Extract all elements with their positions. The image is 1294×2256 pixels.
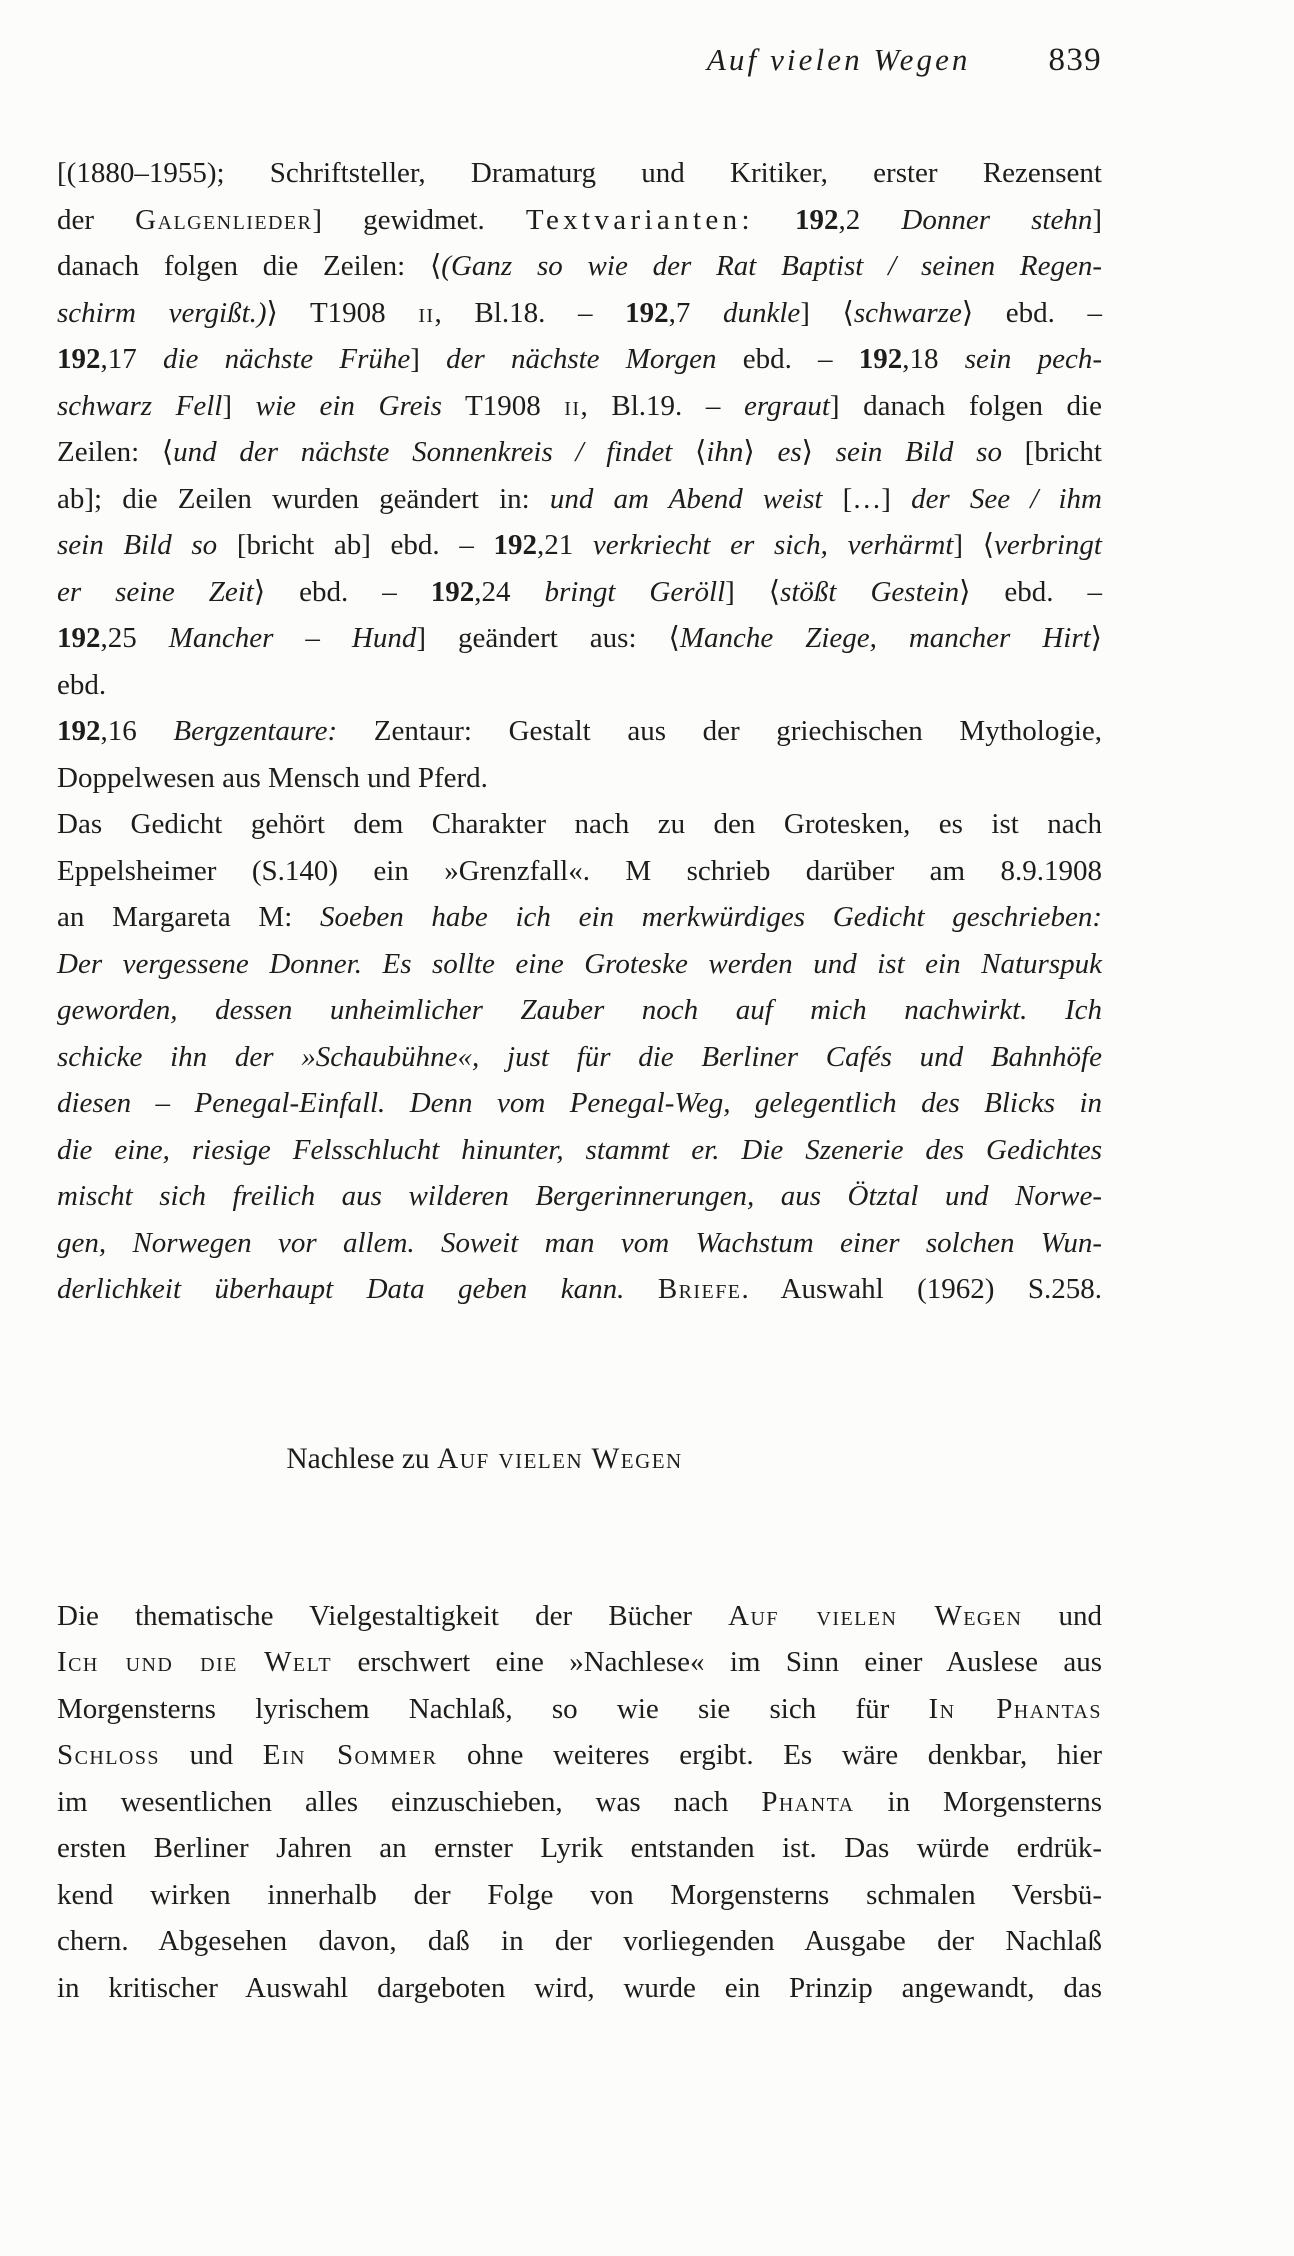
text-run: Der vergessene Donner. Es sollte eine Groteske werden und ist ein Naturspuk bbox=[57, 947, 1102, 980]
text-run: , Bl.18. – bbox=[434, 296, 626, 329]
text-run: Nachlese zu bbox=[286, 1442, 438, 1475]
text-line bbox=[57, 197, 1102, 244]
text-run: 192 bbox=[858, 343, 903, 375]
text-run: im wesentlichen alles einzuschieben, was nach bbox=[57, 1785, 762, 1818]
text-run: ] ⟨ bbox=[800, 296, 854, 329]
text-run: wie ein Greis bbox=[255, 389, 442, 422]
text-run: ebd. – bbox=[716, 343, 859, 375]
text-line bbox=[57, 1825, 1102, 1872]
text-run: . Auswahl (1962) S.258. bbox=[741, 1273, 1102, 1305]
text-run: dunkle bbox=[722, 296, 801, 329]
text-run: ebd. bbox=[57, 668, 107, 701]
text-run: ⟩ ebd. – bbox=[253, 575, 431, 608]
text-run: Morgensterns lyrischem Nachlaß, so wie sie sich für bbox=[57, 1692, 929, 1725]
running-head-title: Auf vielen Wegen bbox=[706, 42, 971, 77]
text-run: (Ganz so wie der Rat Baptist / seinen Regen- bbox=[441, 250, 1102, 282]
text-run: 192 bbox=[57, 715, 101, 747]
text-run: ab]; die Zeilen wurden geändert in: bbox=[57, 482, 550, 515]
text-run: der See / ihm bbox=[911, 482, 1102, 515]
paragraph bbox=[57, 708, 1102, 801]
text-run: danach folgen die Zeilen: ⟨ bbox=[57, 250, 442, 282]
text-line bbox=[57, 243, 1102, 290]
text-line bbox=[57, 522, 1102, 569]
text-run: Ein Sommer bbox=[262, 1739, 438, 1771]
text-run: derlichkeit überhaupt Data geben kann. bbox=[57, 1273, 625, 1305]
text-line bbox=[57, 429, 1102, 476]
text-run: 192 bbox=[57, 622, 101, 654]
text-run: Bergzentaure: bbox=[173, 715, 338, 747]
text-run: ,24 bbox=[474, 575, 545, 608]
text-run: sein Bild so bbox=[835, 436, 1002, 468]
text-run: die eine, riesige Felsschlucht hinunter, stammt er. Die Szenerie des Gedichtes bbox=[57, 1133, 1102, 1166]
text-run: ] gewidmet. bbox=[312, 203, 526, 236]
text-run: mischt sich freilich aus wilderen Bergerinnerungen, aus Ötztal und Norwe- bbox=[57, 1180, 1102, 1212]
text-run: schirm vergißt.) bbox=[57, 296, 267, 329]
text-run: stößt Gestein bbox=[780, 575, 960, 608]
text-run: , Bl.19. – bbox=[580, 389, 744, 422]
text-line bbox=[57, 1127, 1102, 1174]
text-run: verbringt bbox=[994, 529, 1102, 561]
text-run: ii bbox=[418, 296, 435, 329]
text-run: [bricht ab] ebd. – bbox=[217, 529, 494, 561]
text-run: ,25 bbox=[100, 622, 169, 654]
text-line bbox=[57, 848, 1102, 895]
text-run: 192 bbox=[493, 529, 537, 561]
text-run: und bbox=[159, 1739, 263, 1771]
paragraph bbox=[57, 1593, 1102, 2012]
text-run: schicke ihn der »Schaubühne«, just für die Berliner Cafés und Bahnhöfe bbox=[57, 1040, 1102, 1073]
text-run bbox=[624, 1273, 657, 1305]
text-run: 192 bbox=[625, 296, 669, 329]
text-run: ⟩ ebd. – bbox=[959, 575, 1102, 608]
text-run: ersten Berliner Jahren an ernster Lyrik entstanden ist. Das würde erdrük- bbox=[57, 1832, 1102, 1864]
text-line bbox=[57, 1872, 1102, 1919]
text-run: [bricht bbox=[1001, 436, 1102, 468]
text-line bbox=[57, 336, 1102, 383]
text-run: der nächste Morgen bbox=[446, 343, 717, 375]
text-run: ergraut bbox=[743, 389, 830, 422]
text-line bbox=[57, 662, 1102, 709]
paragraph bbox=[57, 801, 1102, 1313]
text-run: Briefe bbox=[657, 1273, 742, 1305]
text-run: er seine Zeit bbox=[57, 575, 254, 608]
text-run: der bbox=[57, 203, 136, 236]
text-run: ] bbox=[222, 389, 256, 422]
text-line bbox=[57, 1080, 1102, 1127]
text-run: […] bbox=[822, 482, 912, 515]
text-run: ii bbox=[564, 389, 581, 422]
text-run: verkriecht er sich, verhärmt bbox=[592, 529, 954, 561]
text-line bbox=[57, 1965, 1102, 2012]
text-line bbox=[57, 1686, 1102, 1733]
text-run: geworden, dessen unheimlicher Zauber noch auf mich nachwirkt. Ich bbox=[57, 994, 1102, 1026]
text-line bbox=[57, 1173, 1102, 1220]
text-run: ,2 bbox=[838, 203, 902, 236]
text-run: ohne weiteres ergibt. Es wäre denkbar, hier bbox=[437, 1739, 1102, 1771]
text-line bbox=[57, 1918, 1102, 1965]
text-run: ,7 bbox=[668, 296, 723, 329]
text-line bbox=[57, 290, 1102, 337]
text-run: in Morgensterns bbox=[854, 1785, 1102, 1818]
text-run: in kritischer Auswahl dargeboten wird, wurde ein Prinzip angewandt, das bbox=[57, 1971, 1102, 2004]
paragraph bbox=[57, 150, 1102, 708]
text-line bbox=[57, 1732, 1102, 1779]
text-run: Donner stehn bbox=[901, 203, 1093, 236]
text-run: und am Abend weist bbox=[549, 482, 823, 515]
text-line bbox=[57, 1779, 1102, 1826]
text-run: ] geändert aus: ⟨ bbox=[416, 622, 680, 654]
text-run bbox=[754, 204, 795, 236]
text-run: schwarz Fell bbox=[57, 389, 223, 422]
section-heading bbox=[0, 1436, 1007, 1483]
text-run: 192 bbox=[430, 575, 475, 608]
text-run: 192 bbox=[57, 343, 101, 375]
text-line bbox=[57, 755, 1102, 802]
text-line bbox=[57, 1639, 1102, 1686]
text-run: Galgenlieder bbox=[135, 203, 313, 236]
text-line bbox=[57, 1266, 1102, 1313]
text-run: Ich und die Welt bbox=[57, 1646, 333, 1678]
text-run: sein pech- bbox=[964, 343, 1103, 375]
text-line bbox=[57, 941, 1102, 988]
text-run: Zeilen: ⟨ bbox=[57, 436, 174, 468]
text-line bbox=[57, 801, 1102, 848]
text-run: ,18 bbox=[902, 343, 965, 375]
text-run: Auf vielen Wegen bbox=[728, 1599, 1023, 1632]
text-line bbox=[57, 150, 1102, 197]
text-run: ,16 bbox=[100, 715, 174, 747]
text-run: Textvarianten: bbox=[525, 203, 754, 236]
text-run: ] bbox=[410, 343, 447, 375]
text-line bbox=[57, 987, 1102, 1034]
text-run: ] bbox=[1092, 203, 1103, 236]
text-line bbox=[57, 1034, 1102, 1081]
text-run: bringt Geröll bbox=[544, 575, 726, 608]
text-run: ] danach folgen die bbox=[829, 389, 1102, 422]
text-run: Die thematische Vielgestaltigkeit der Bücher bbox=[57, 1599, 729, 1632]
text-run: ,21 bbox=[537, 529, 593, 561]
text-line bbox=[57, 1220, 1102, 1267]
text-line bbox=[57, 569, 1102, 616]
text-block bbox=[57, 150, 1102, 2011]
text-run: ihn bbox=[706, 436, 744, 468]
text-run: gen, Norwegen vor allem. Soweit man vom Wachstum einer solchen Wun- bbox=[57, 1226, 1102, 1259]
text-run: und der nächste Sonnenkreis / findet bbox=[173, 436, 696, 468]
text-run: Das Gedicht gehört dem Charakter nach zu den Grotesken, es ist nach bbox=[57, 808, 1102, 840]
text-run: Doppelwesen aus Mensch und Pferd. bbox=[57, 761, 488, 794]
text-run: [(1880–1955); Schriftsteller, Dramaturg und Kritiker, erster Rezensent bbox=[57, 157, 1102, 189]
text-run: ⟩ ebd. – bbox=[961, 296, 1103, 329]
text-run: diesen – Penegal-Einfall. Denn vom Penegal-Weg, gelegentlich des Blicks in bbox=[57, 1087, 1102, 1119]
page-header bbox=[57, 42, 1102, 79]
page-number: 839 bbox=[1048, 42, 1102, 78]
text-run: ] ⟨ bbox=[953, 529, 995, 561]
text-run: 192 bbox=[795, 203, 839, 236]
text-run: ] ⟨ bbox=[725, 575, 781, 608]
text-run: In Phantas bbox=[928, 1692, 1102, 1725]
text-run: die nächste Frühe bbox=[162, 343, 411, 375]
text-run: ⟨ bbox=[695, 436, 707, 468]
text-run: T1908 bbox=[441, 389, 565, 422]
text-line bbox=[57, 1593, 1102, 1640]
text-run: kend wirken innerhalb der Folge von Morgensterns schmalen Versbü- bbox=[57, 1878, 1102, 1911]
text-run: ,17 bbox=[100, 343, 163, 375]
text-run: Mancher – Hund bbox=[168, 622, 417, 654]
text-run: chern. Abgesehen davon, daß in der vorliegenden Ausgabe der Nachlaß bbox=[57, 1925, 1102, 1957]
text-run: Zentaur: Gestalt aus der griechischen Mythologie, bbox=[337, 715, 1103, 747]
text-run: Phanta bbox=[761, 1785, 855, 1818]
text-line bbox=[57, 615, 1102, 662]
text-run: Manche Ziege, mancher Hirt bbox=[679, 622, 1091, 654]
text-line bbox=[57, 383, 1102, 430]
text-run: ⟩ bbox=[743, 436, 778, 468]
text-run: an Margareta M: bbox=[57, 901, 320, 933]
text-run: Auf vielen Wegen bbox=[437, 1442, 683, 1475]
text-run: ⟩ T1908 bbox=[266, 296, 419, 329]
text-run: schwarze bbox=[853, 296, 962, 329]
text-run: Eppelsheimer (S.140) ein »Grenzfall«. M schrieb darüber am 8.9.1908 bbox=[57, 854, 1102, 887]
text-run: und bbox=[1022, 1599, 1102, 1632]
text-run: erschwert eine »Nachlese« im Sinn einer Auslese aus bbox=[332, 1646, 1102, 1678]
text-run: es bbox=[777, 436, 802, 468]
text-run: ⟩ bbox=[801, 436, 836, 468]
text-line bbox=[57, 708, 1102, 755]
text-run: sein Bild so bbox=[57, 529, 218, 561]
text-run: Soeben habe ich ein merkwürdiges Gedicht geschrieben: bbox=[319, 901, 1102, 933]
text-line bbox=[57, 476, 1102, 523]
text-line bbox=[57, 894, 1102, 941]
text-run: ⟩ bbox=[1090, 622, 1102, 654]
text-run: Schloss bbox=[57, 1739, 160, 1771]
